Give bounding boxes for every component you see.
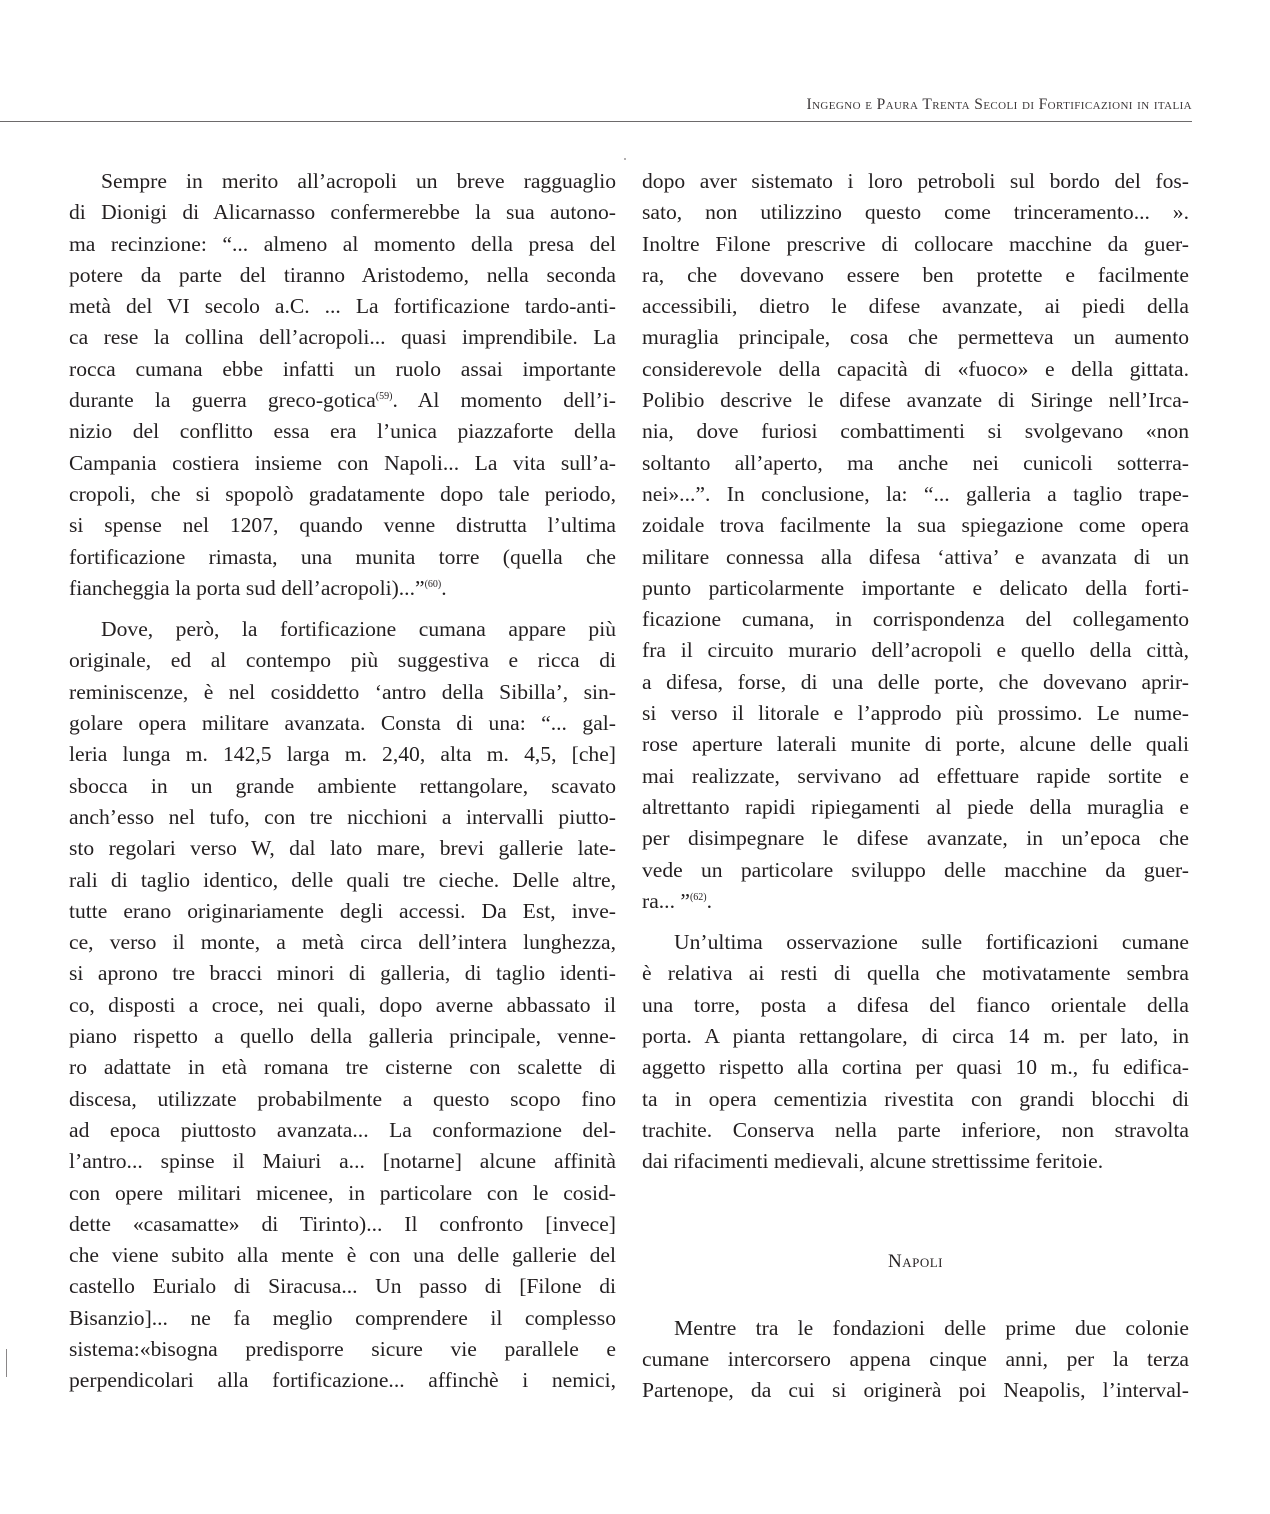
- text-line: ficazione cumana, in corrispondenza del collegamento: [642, 607, 1189, 632]
- text-line: perpendicolari alla fortificazione... affinchè i nemici,: [69, 1368, 616, 1393]
- text-line: ce, verso il monte, a metà circa dell’intera lunghezza,: [69, 930, 616, 955]
- text-line: Dove, però, la fortificazione cumana appare più: [101, 617, 616, 642]
- text-line: nia, dove furiosi combattimenti si svolgevano «non: [642, 419, 1189, 444]
- text-line: co, disposti a croce, nei quali, dopo averne abbassato il: [69, 992, 616, 1017]
- footnote-ref-59: (59): [375, 391, 393, 403]
- text-line: Mentre tra le fondazioni delle prime due colonie: [674, 1315, 1189, 1340]
- right-column: [642, 166, 1189, 1406]
- text-line: accessibili, dietro le difese avanzate, ai piedi della: [642, 294, 1189, 319]
- text-line: anch’esso nel tufo, con tre nicchioni a intervalli piutto-: [69, 804, 616, 829]
- text-line: sato, non utilizzino questo come trinceramento... ».: [642, 200, 1189, 225]
- text-line: fortificazione rimasta, una munita torre (quella che: [69, 544, 616, 569]
- paragraph-acropoli: [69, 166, 616, 604]
- footnote-ref-60: (60): [424, 578, 442, 590]
- text-line: punto particolarmente importante e delicato della forti-: [642, 575, 1189, 600]
- text-line: Campania costiera insieme con Napoli... La vita sull’a-: [69, 450, 616, 475]
- text-line-with-note: [642, 886, 1189, 917]
- text-fragment: . Al momento dell’i-: [392, 388, 616, 413]
- text-line: ta in opera cementizia rivestita con grandi blocchi di: [642, 1086, 1189, 1111]
- text-line: rali di taglio identico, delle quali tre cieche. Delle altre,: [69, 867, 616, 892]
- text-line: Un’ultima osservazione sulle fortificazioni cumane: [674, 930, 1189, 955]
- text-line: ro adattate in età romana tre cisterne con scalette di: [69, 1055, 616, 1080]
- paragraph-napoli: [642, 1313, 1189, 1407]
- text-line: piano rispetto a quello della galleria principale, venne-: [69, 1024, 616, 1049]
- text-line: dai rifacimenti medievali, alcune strettissime feritoie.: [642, 1149, 1104, 1174]
- text-line: vede un particolare sviluppo delle macchine da guer-: [642, 857, 1189, 882]
- paragraph-antro-sibilla: [69, 614, 616, 1396]
- text-line: castello Eurialo di Siracusa... Un passo di [Filone di: [69, 1274, 616, 1299]
- section-heading-napoli: Napoli: [888, 1250, 943, 1272]
- text-line: ca rese la collina dell’acropoli... quasi imprendibile. La: [69, 325, 616, 350]
- text-line: si verso il litorale e l’approdo più prossimo. Le nume-: [642, 701, 1189, 726]
- text-line: Inoltre Filone prescrive di collocare macchine da guer-: [642, 231, 1189, 256]
- text-line: Polibio descrive le difese avanzate di Siringe nell’Irca-: [642, 388, 1189, 413]
- running-header: [0, 94, 1192, 122]
- text-line: muraglia principale, cosa che permetteva un aumento: [642, 325, 1189, 350]
- text-line: porta. A pianta rettangolare, di circa 14 m. per lato, in: [642, 1024, 1189, 1049]
- text-line: si aprono tre bracci minori di galleria, di taglio identi-: [69, 961, 616, 986]
- text-line: fra il circuito murario dell’acropoli e quello della città,: [642, 638, 1189, 663]
- section-spacer: [642, 1277, 1189, 1313]
- text-line: mai realizzate, servivano ad effettuare rapide sortite e: [642, 763, 1189, 788]
- text-line: potere da parte del tiranno Aristodemo, nella seconda: [69, 262, 616, 287]
- text-line: dette «casamatte» di Tirinto)... Il confronto [invece]: [69, 1211, 616, 1236]
- text-line: zoidale trova facilmente la sua spiegazione come opera: [642, 513, 1189, 538]
- text-line: a difesa, forse, di una delle porte, che dovevano aprir-: [642, 669, 1189, 694]
- text-line: considerevole della capacità di «fuoco» e della gittata.: [642, 356, 1189, 381]
- footnote-ref-62: (62): [689, 891, 707, 903]
- text-line: altrettanto rapidi ripiegamenti al piede della muraglia e: [642, 794, 1189, 819]
- text-line: una torre, posta a difesa del fianco orientale della: [642, 992, 1189, 1017]
- text-line: aggetto rispetto alla cortina per quasi 10 m., fu edifica-: [642, 1055, 1189, 1080]
- text-line: per disimpegnare le difese avanzate, in un’epoca che: [642, 826, 1189, 851]
- text-line: originale, ed al contempo più suggestiva e ricca di: [69, 648, 616, 673]
- text-line: metà del VI secolo a.C. ... La fortificazione tardo-anti-: [69, 294, 616, 319]
- text-fragment: .: [441, 575, 447, 600]
- running-title: Ingegno e Paura Trenta Secoli di Fortificazioni in italia: [806, 96, 1192, 113]
- paragraph-filone: [642, 166, 1189, 917]
- text-line-with-note: [69, 385, 616, 416]
- text-fragment: fiancheggia la porta sud dell’acropoli)...”: [69, 575, 425, 600]
- text-line: tutte erano originariamente degli accessi. Da Est, inve-: [69, 898, 616, 923]
- text-line: golare opera militare avanzata. Consta di una: “... gal-: [69, 711, 616, 736]
- text-line: nei»...”. In conclusione, la: “... galleria a taglio trape-: [642, 481, 1189, 506]
- paragraph-torre: [642, 927, 1189, 1177]
- text-line: nizio del conflitto essa era l’unica piazzaforte della: [69, 419, 616, 444]
- text-line: sistema:«bisogna predisporre sicure vie parallele e: [69, 1336, 616, 1361]
- text-line: rocca cumana ebbe infatti un ruolo assai importante: [69, 356, 616, 381]
- text-line: soltanto all’aperto, ma anche nei cunicoli sotterra-: [642, 450, 1189, 475]
- text-line: militare connessa alla difesa ‘attiva’ e avanzata di un: [642, 544, 1189, 569]
- text-line: cropoli, che si spopolò gradatamente dopo tale periodo,: [69, 481, 616, 506]
- header-rule: [0, 121, 1192, 122]
- text-fragment: durante la guerra greco-gotica: [69, 388, 376, 413]
- text-line: ad epoca piuttosto avanzata... La conformazione del-: [69, 1117, 616, 1142]
- left-column: [69, 166, 616, 1397]
- text-line: trachite. Conserva nella parte inferiore, non stravolta: [642, 1117, 1189, 1142]
- text-line: Sempre in merito all’acropoli un breve ragguaglio: [101, 169, 616, 193]
- scan-edge-mark: [0, 1349, 7, 1377]
- text-line: con opere militari micenee, in particolare con le cosid-: [69, 1180, 616, 1205]
- text-line: sbocca in un grande ambiente rettangolare, scavato: [69, 773, 616, 798]
- text-line: di Dionigi di Alicarnasso confermerebbe la sua autono-: [69, 200, 616, 225]
- text-line: l’antro... spinse il Maiuri a... [notarne] alcune affinità: [69, 1149, 616, 1174]
- text-line: ra, che dovevano essere ben protette e facilmente: [642, 262, 1189, 287]
- text-line: che viene subito alla mente è con una delle gallerie del: [69, 1243, 616, 1268]
- text-line: sto regolari verso W, dal lato mare, brevi gallerie late-: [69, 836, 616, 861]
- text-line: Partenope, da cui si originerà poi Neapolis, l’interval-: [642, 1378, 1189, 1403]
- text-line: reminiscenze, è nel cosiddetto ‘antro della Sibilla’, sin-: [69, 679, 616, 704]
- text-line: dopo aver sistemato i loro petroboli sul bordo del fos-: [642, 169, 1189, 193]
- text-line: ma recinzione: “... almeno al momento della presa del: [69, 231, 616, 256]
- text-line: leria lunga m. 142,5 larga m. 2,40, alta m. 4,5, [che]: [69, 742, 616, 767]
- text-fragment: ra... ”: [642, 888, 690, 913]
- text-line: cumane intercorsero appena cinque anni, per la terza: [642, 1346, 1189, 1371]
- text-line: Bisanzio]... ne fa meglio comprendere il complesso: [69, 1305, 616, 1330]
- text-fragment: .: [706, 888, 713, 913]
- text-line: rose aperture laterali munite di porte, alcune delle quali: [642, 732, 1189, 757]
- text-line-with-note: [69, 573, 616, 604]
- text-line: si spense nel 1207, quando venne distrutta l’ultima: [69, 513, 616, 538]
- gutter-speck: [624, 158, 626, 160]
- text-line: è relativa ai resti di quella che motivatamente sembra: [642, 961, 1189, 986]
- text-line: discesa, utilizzate probabilmente a questo scopo fino: [69, 1086, 616, 1111]
